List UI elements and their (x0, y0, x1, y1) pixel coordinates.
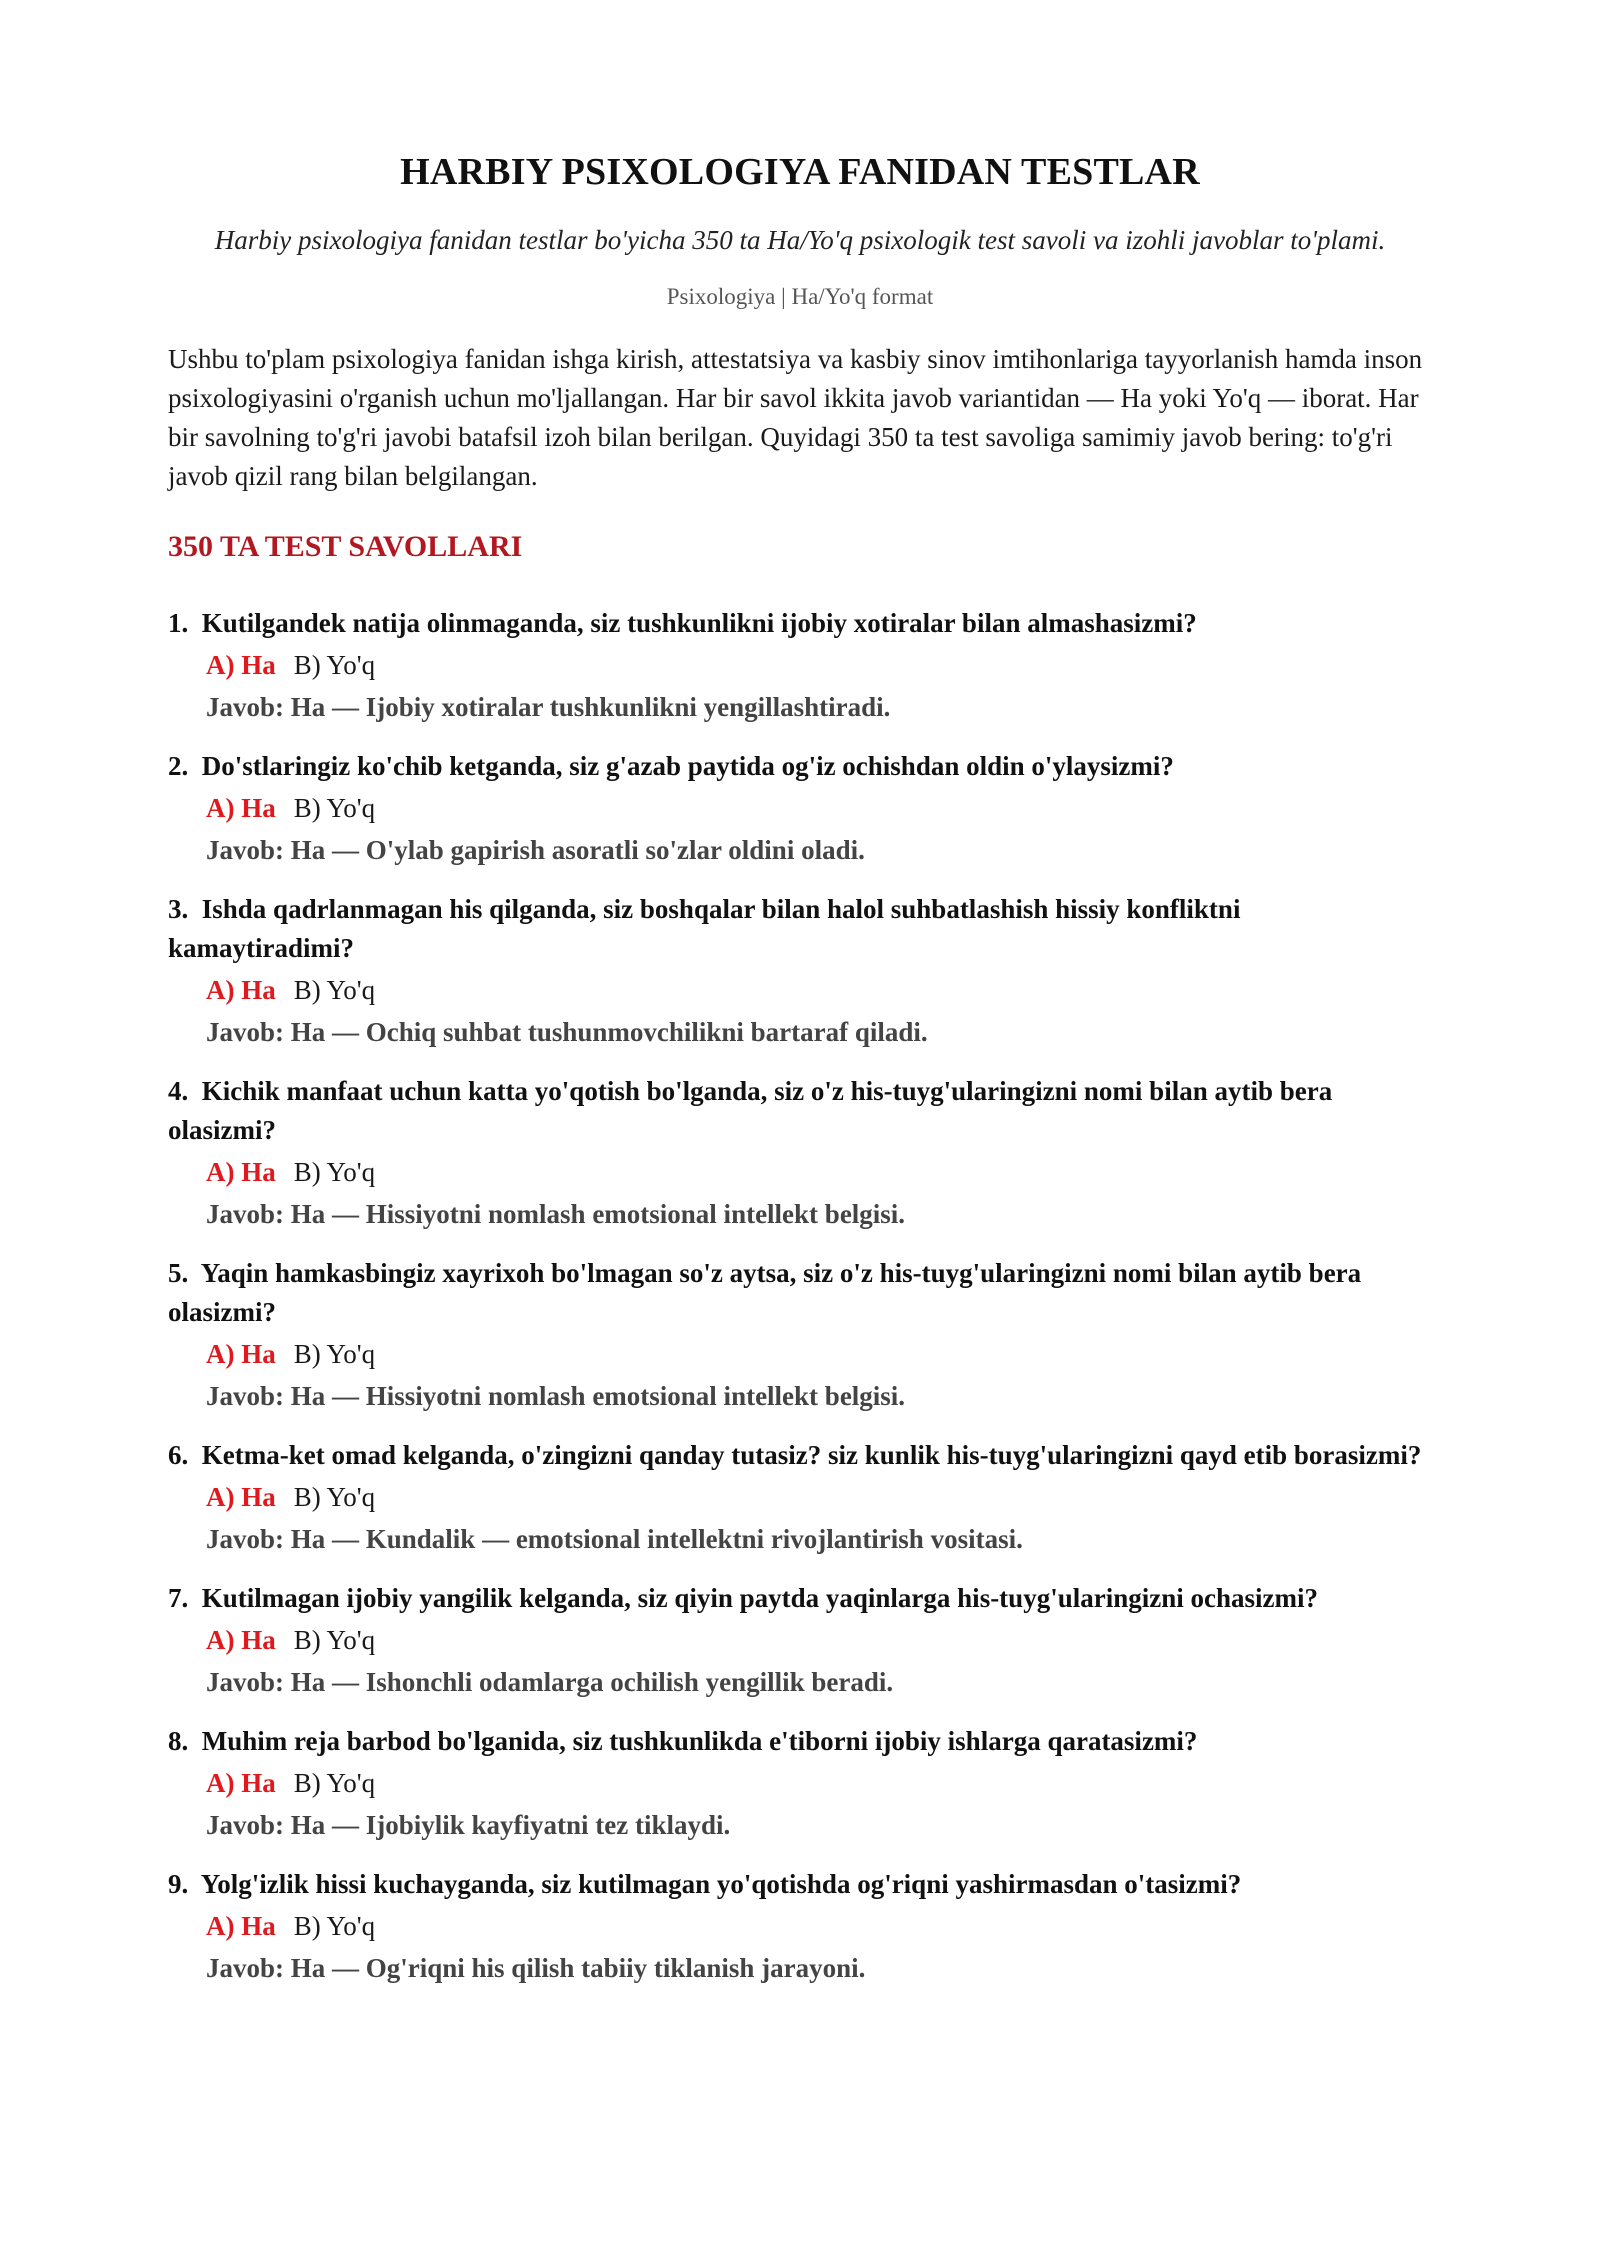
question-text-line (168, 604, 1432, 643)
answer-options (206, 1478, 1432, 1517)
answer-explanation: Javob: Ha — Kundalik — emotsional intellektni rivojlantirish vositasi. (206, 1524, 1023, 1554)
option-b: B) Yo'q (293, 975, 376, 1005)
question-item (168, 747, 1432, 870)
question-item (168, 890, 1432, 1052)
document-page (168, 150, 1432, 2008)
answer-options (206, 1621, 1432, 1660)
answer-explanation: Javob: Ha — Ijobiy xotiralar tushkunlikni yengillashtiradi. (206, 692, 891, 722)
question-text: Do'stlaringiz ko'chib ketganda, siz g'azab paytida og'iz ochishdan oldin o'ylaysizmi? (201, 751, 1174, 781)
page-subtitle: Harbiy psixologiya fanidan testlar bo'yicha 350 ta Ha/Yo'q psixologik test savoli va izohli javoblar to'plami. (214, 225, 1386, 255)
question-text-line (168, 1072, 1432, 1150)
question-item (168, 1254, 1432, 1416)
option-a-correct: A) Ha (206, 1482, 276, 1512)
answer-explanation: Javob: Ha — O'ylab gapirish asoratli so'zlar oldini oladi. (206, 835, 865, 865)
option-a-correct: A) Ha (206, 1768, 276, 1798)
question-number: 7. (168, 1583, 189, 1613)
option-a-correct: A) Ha (206, 793, 276, 823)
section-heading: 350 TA TEST SAVOLLARI (168, 530, 523, 563)
intro-paragraph: Ushbu to'plam psixologiya fanidan ishga kirish, attestatsiya va kasbiy sinov imtihonlariga tayyorlanish hamda inson psixologiyasini o'rganish uchun mo'ljallangan. Har bir savol ikkita javob variantidan — Ha yoki Yo'q — iborat. Har bir savolning to'g'ri javobi batafsil izoh bilan berilgan. Quyidagi 350 ta test savoliga samimiy javob bering: to'g'ri javob qizil rang bilan belgilangan. (168, 344, 1423, 491)
option-b: B) Yo'q (293, 1911, 376, 1941)
option-b: B) Yo'q (293, 1157, 376, 1187)
question-text-line (168, 1254, 1432, 1332)
question-text: Ishda qadrlanmagan his qilganda, siz boshqalar bilan halol suhbatlashish hissiy konfliktni kamaytiradimi? (168, 894, 1241, 963)
option-b: B) Yo'q (293, 1339, 376, 1369)
option-b: B) Yo'q (293, 1482, 376, 1512)
question-item (168, 1436, 1432, 1559)
option-b: B) Yo'q (293, 793, 376, 823)
question-number: 1. (168, 608, 189, 638)
option-a-correct: A) Ha (206, 1625, 276, 1655)
question-text: Ketma-ket omad kelganda, o'zingizni qanday tutasiz? siz kunlik his-tuyg'ularingizni qayd etib borasizmi? (201, 1440, 1422, 1470)
answer-explanation: Javob: Ha — Hissiyotni nomlash emotsional intellekt belgisi. (206, 1381, 906, 1411)
answer-options (206, 971, 1432, 1010)
category-meta: Psixologiya | Ha/Yo'q format (666, 284, 934, 309)
option-a-correct: A) Ha (206, 1911, 276, 1941)
answer-explanation: Javob: Ha — Ochiq suhbat tushunmovchilikni bartaraf qiladi. (206, 1017, 928, 1047)
question-text-line (168, 1722, 1432, 1761)
question-number: 8. (168, 1726, 189, 1756)
question-text-line (168, 1579, 1432, 1618)
question-text: Yolg'izlik hissi kuchayganda, siz kutilmagan yo'qotishda og'riqni yashirmasdan o'tasizmi? (200, 1869, 1242, 1899)
question-item (168, 1722, 1432, 1845)
question-number: 6. (168, 1440, 189, 1470)
question-text: Kutilgandek natija olinmaganda, siz tushkunlikni ijobiy xotiralar bilan almashasizmi? (201, 608, 1197, 638)
question-text: Kichik manfaat uchun katta yo'qotish bo'lganda, siz o'z his-tuyg'ularingizni nomi bilan aytib bera olasizmi? (168, 1076, 1333, 1145)
question-item (168, 604, 1432, 727)
answer-options (206, 1907, 1432, 1946)
question-text-line (168, 747, 1432, 786)
question-text-line (168, 1865, 1432, 1904)
question-text: Yaqin hamkasbingiz xayrixoh bo'lmagan so'z aytsa, siz o'z his-tuyg'ularingizni nomi bilan aytib bera olasizmi? (168, 1258, 1362, 1327)
option-a-correct: A) Ha (206, 975, 276, 1005)
answer-explanation: Javob: Ha — Hissiyotni nomlash emotsional intellekt belgisi. (206, 1199, 906, 1229)
question-text-line (168, 890, 1432, 968)
question-text-line (168, 1436, 1432, 1475)
question-list (168, 604, 1432, 1988)
answer-explanation: Javob: Ha — Ijobiylik kayfiyatni tez tiklaydi. (206, 1810, 731, 1840)
question-number: 4. (168, 1076, 189, 1106)
option-b: B) Yo'q (293, 650, 376, 680)
question-text: Muhim reja barbod bo'lganida, siz tushkunlikda e'tiborni ijobiy ishlarga qaratasizmi? (201, 1726, 1198, 1756)
answer-options (206, 789, 1432, 828)
option-a-correct: A) Ha (206, 1157, 276, 1187)
answer-options (206, 1764, 1432, 1803)
answer-options (206, 646, 1432, 685)
question-number: 9. (168, 1869, 189, 1899)
question-number: 3. (168, 894, 189, 924)
question-item (168, 1072, 1432, 1234)
option-a-correct: A) Ha (206, 1339, 276, 1369)
question-item (168, 1865, 1432, 1988)
question-number: 5. (168, 1258, 189, 1288)
question-item (168, 1579, 1432, 1702)
answer-explanation: Javob: Ha — Og'riqni his qilish tabiiy tiklanish jarayoni. (206, 1953, 866, 1983)
option-b: B) Yo'q (293, 1625, 376, 1655)
answer-options (206, 1335, 1432, 1374)
question-number: 2. (168, 751, 189, 781)
answer-options (206, 1153, 1432, 1192)
question-text: Kutilmagan ijobiy yangilik kelganda, siz qiyin paytda yaqinlarga his-tuyg'ularingizni ochasizmi? (201, 1583, 1318, 1613)
option-a-correct: A) Ha (206, 650, 276, 680)
page-title: HARBIY PSIXOLOGIYA FANIDAN TESTLAR (400, 151, 1200, 193)
answer-explanation: Javob: Ha — Ishonchli odamlarga ochilish yengillik beradi. (206, 1667, 894, 1697)
option-b: B) Yo'q (293, 1768, 376, 1798)
